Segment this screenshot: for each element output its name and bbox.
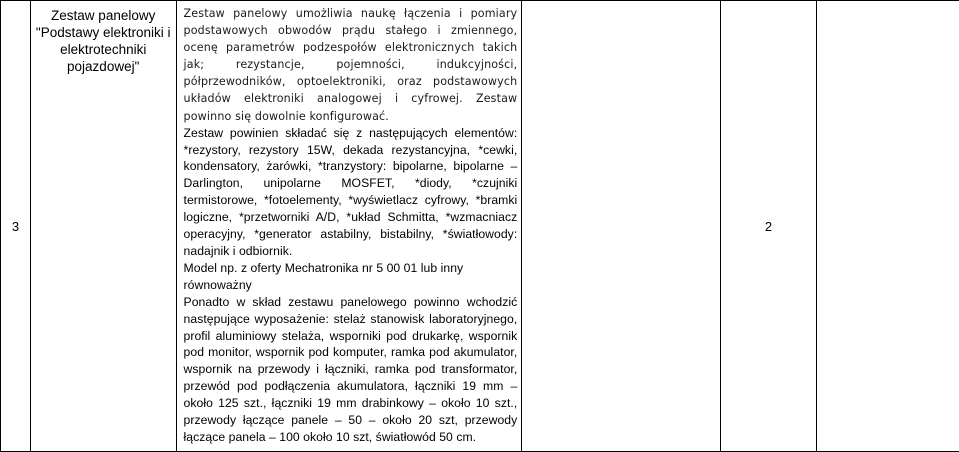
row-number: 3: [12, 219, 19, 234]
row-number-cell: [1, 1, 31, 452]
item-name: Zestaw panelowy "Podstawy elektroniki i elektrotechniki pojazdowej": [31, 7, 176, 75]
description-intro: Zestaw panelowy umożliwia naukę łączenia i pomiary podstawowych obwodów prądu stałego i zmiennego, ocenę parametrów podzespołów elektronicznych takich jak; rezystancje, pojemności, indukcyjności, półprzewodników, optoelektroniki, oraz podstawowych układów elektroniki analogowej i cyfrowej. Zestaw powinno się dowolnie konfigurować.: [184, 5, 518, 125]
quantity-value: 2: [765, 219, 772, 234]
description-model: Model np. z oferty Mechatronika nr 5 00 01 lub inny równoważny: [184, 260, 518, 294]
description-equipment: Ponadto w skład zestawu panelowego powinno wchodzić następujące wyposażenie: stelaż stanowisk laboratoryjnego, profil aluminiowy stelaża, wsporniki pod drukarkę, wspornik pod monitor, wspornik pod komputer, ramka pod akumulator, wspornik na przewody i łączniki, ramka pod transformator, przewód pod podłączenia akumulatora, łączniki 19 mm – około 125 szt., łączniki 19 mm drabinkowy – około 10 szt., przewody łączące panele – 50 – około 20 szt, przewody łączące panela – 100 około 10 szt, światłowód 50 cm.: [184, 294, 518, 446]
item-description-cell: [176, 1, 522, 452]
description-components: Zestaw powinien składać się z następujących elementów: *rezystory, rezystory 15W, dekada rezystancyjna, *cewki, kondensatory, żarówki, *tranzystory: bipolarne, bipolarne – Darlington, unipolarne MOSFET, *diody, *czujniki termistorowe, *fotoelementy, *wyświetlacz cyfrowy, *bramki logiczne, *przetworniki A/D, *układ Schmitta, *wzmacniacz operacyjny, *generator astabilny, bistabilny, *światłowody: nadajnik i odbiornik.: [184, 125, 518, 260]
empty-cell: [816, 1, 959, 452]
offer-cell: [522, 1, 721, 452]
table-row: [1, 1, 959, 452]
item-name-cell: [30, 1, 176, 452]
quantity-cell: [721, 1, 817, 452]
